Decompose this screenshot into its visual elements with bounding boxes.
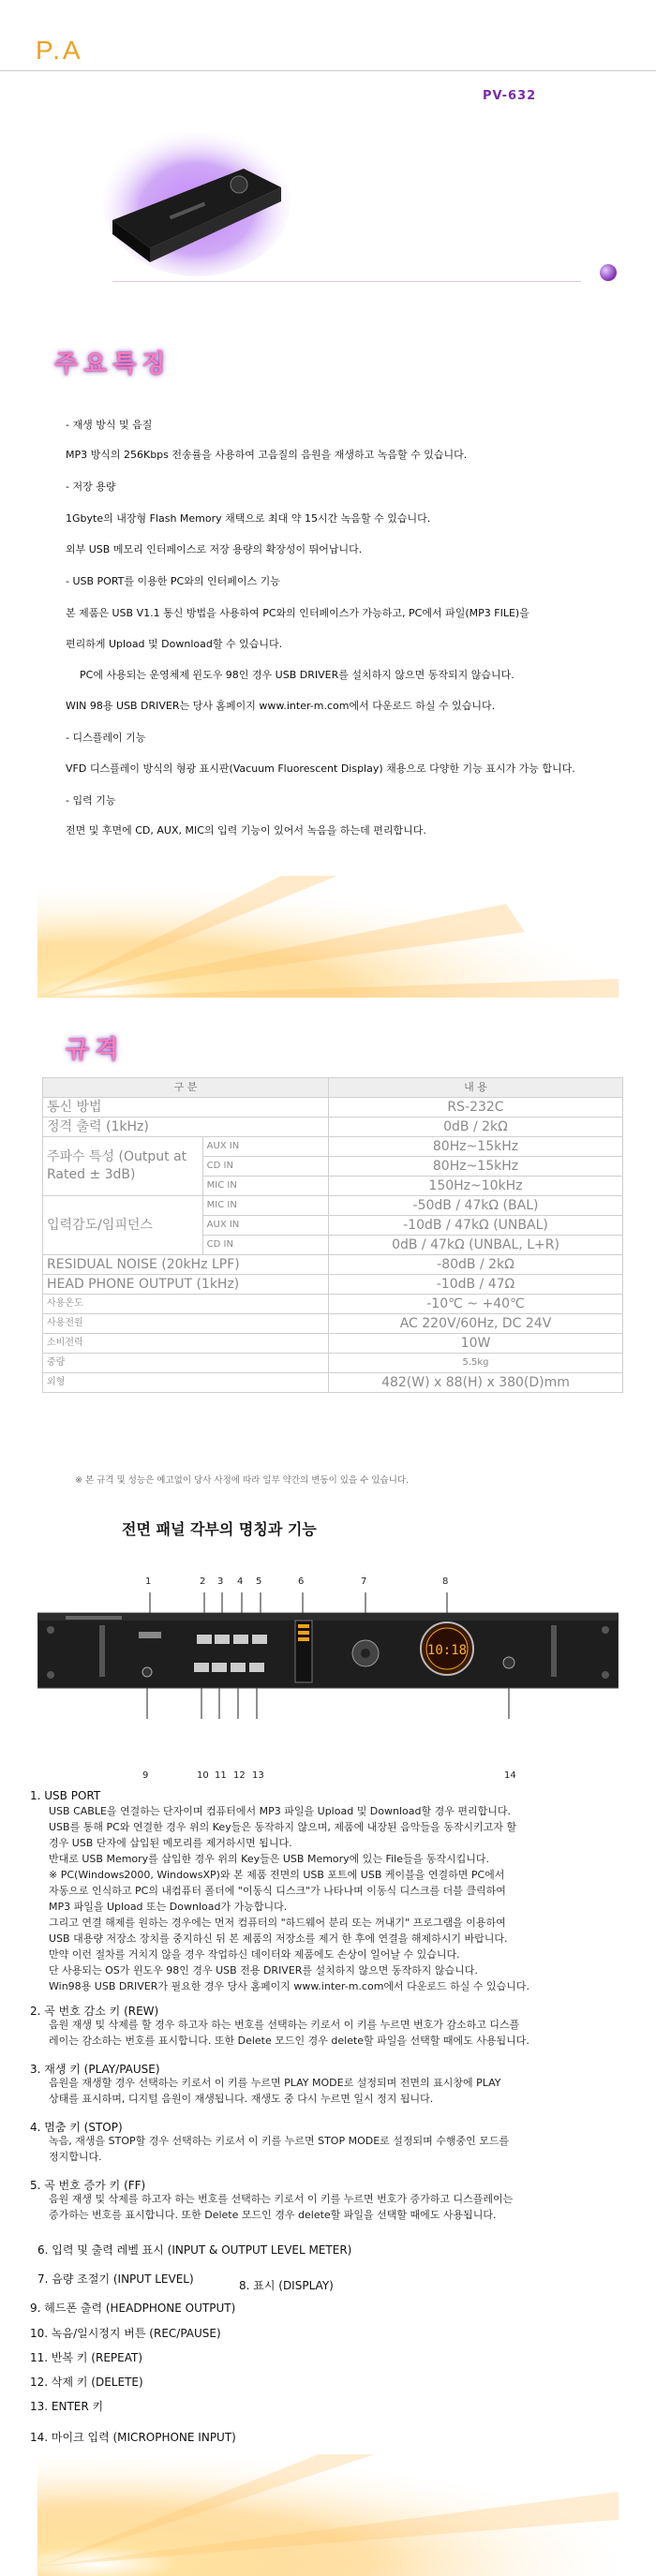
desc-body [49, 2075, 620, 2107]
desc-line: Win98용 USB DRIVER가 필요한 경우 당사 홈페이지 www.inter-m.com에서 다운로드 하실 수 있습니다. [49, 1980, 530, 1992]
features-title: 주요특징 [54, 350, 171, 378]
feature-text: 편리하게 Upload 및 Download할 수 있습니다. [66, 638, 283, 650]
panel-title: 전면 패널 각부의 명칭과 기능 [122, 1520, 317, 1538]
callout-number: 2 [200, 1577, 206, 1587]
spec-value: RS-232C [329, 1098, 623, 1118]
spec-value: -50dB / 47kΩ (BAL) [329, 1196, 623, 1216]
feature-text: WIN 98용 USB DRIVER는 당사 홈페이지 www.inter-m.com에서 다운로드 하실 수 있습니다. [66, 700, 496, 712]
sunburst-decoration [37, 876, 619, 998]
spec-value: -10dB / 47Ω [329, 1275, 623, 1295]
callout-number: 4 [237, 1577, 244, 1587]
table-row [43, 1137, 623, 1157]
desc-line: 만약 이런 절차를 거치지 않을 경우 작업하신 데이터와 제품에도 손상이 일어날 수 있습니다. [49, 1948, 460, 1961]
desc-line: 반대로 USB Memory를 삽입한 경우 위의 Key들은 USB Memory에 있는 File들을 동작시킵니다. [49, 1853, 489, 1865]
feature-text: VFD 디스플레이 방식의 형광 표시판(Vacuum Fluorescent Display) 채용으로 다양한 기능 표시가 가능 합니다. [66, 762, 575, 775]
desc-line: 레이는 감소하는 번호를 표시합니다. 또한 Delete 모드인 경우 delete할 파일을 선택할 때에도 사용됩니다. [49, 2035, 529, 2047]
callout-number: 1 [145, 1577, 152, 1587]
spec-label: 사용전원 [43, 1314, 329, 1334]
table-row [43, 1373, 623, 1393]
callout-number: 13 [252, 1770, 264, 1781]
spec-label: 외형 [43, 1373, 329, 1393]
callout-number: 9 [142, 1770, 149, 1781]
spec-value: 80Hz~15kHz [329, 1137, 623, 1157]
desc-heading: 12. 삭제 키 (DELETE) [30, 2376, 143, 2389]
spec-label: RESIDUAL NOISE (20kHz LPF) [43, 1255, 329, 1275]
spec-label: 사용온도 [43, 1295, 329, 1314]
spec-label: 중량 [43, 1354, 329, 1373]
spec-sublabel: AUX IN [202, 1216, 328, 1236]
table-row [43, 1255, 623, 1275]
column-header: 내 용 [329, 1078, 623, 1098]
callout-number: 12 [233, 1770, 246, 1781]
spec-sublabel: AUX IN [202, 1137, 328, 1157]
feature-text: PC에 사용되는 운영체제 윈도우 98인 경우 USB DRIVER를 설치하지 않으면 동작되지 않습니다. [80, 669, 514, 681]
model-name: PV-632 [483, 89, 537, 103]
desc-line: 증가하는 번호를 표시합니다. 또한 Delete 모드인 경우 delete할 파일을 선택할 때에도 사용됩니다. [49, 2209, 497, 2221]
callout-number: 14 [504, 1770, 516, 1781]
desc-line: 상태를 표시하며, 디지털 음원이 재생됩니다. 재생도 중 다시 누르면 일시 정지 됩니다. [49, 2093, 434, 2105]
feature-heading: - 재생 방식 및 음질 [66, 419, 153, 431]
spec-value: 150Hz~10kHz [329, 1177, 623, 1196]
column-header: 구 분 [43, 1078, 329, 1098]
desc-heading: 13. ENTER 키 [30, 2400, 104, 2413]
spec-value: -80dB / 2kΩ [329, 1255, 623, 1275]
desc-body [49, 2191, 620, 2223]
logo-strip [66, 1616, 122, 1620]
rack-handle [99, 1625, 105, 1677]
spec-value: -10dB / 47kΩ (UNBAL) [329, 1216, 623, 1236]
table-row [43, 1295, 623, 1314]
callout-number: 5 [256, 1577, 262, 1587]
spec-value: AC 220V/60Hz, DC 24V [329, 1314, 623, 1334]
spec-value: 0dB / 47kΩ (UNBAL, L+R) [329, 1236, 623, 1255]
callout-number: 11 [215, 1770, 227, 1781]
feature-text: 본 제품은 USB V1.1 통신 방법을 사용하여 PC와의 인터페이스가 가능하고, PC에서 파일(MP3 FILE)을 [66, 607, 529, 619]
spec-value: 0dB / 2kΩ [329, 1118, 623, 1137]
desc-heading: 6. 입력 및 출력 레벨 표시 (INPUT & OUTPUT LEVEL METER) [37, 2243, 352, 2257]
spec-sublabel: CD IN [202, 1236, 328, 1255]
desc-heading: 8. 표시 (DISPLAY) [239, 2279, 334, 2292]
desc-body [49, 2133, 620, 2165]
desc-line: 음원 재생 및 삭제를 하고자 하는 번호를 선택하는 키로서 이 키를 누르면 번호가 증가하고 디스플레이는 [49, 2193, 514, 2205]
desc-line: 단 사용되는 OS가 윈도우 98인 경우 USB 전용 DRIVER를 설치하지 않으면 동작하지 않습니다. [49, 1964, 478, 1976]
desc-line: 자동으로 인식하고 PC의 내컴퓨터 폴더에 "이동식 디스크"가 나타나며 이동식 디스크를 더블 클릭하여 [49, 1885, 506, 1897]
spec-note: ※ 본 규격 및 성능은 예고없이 당사 사정에 따라 일부 약간의 변동이 있을 수 있습니다. [75, 1475, 410, 1486]
spec-table [42, 1077, 623, 1393]
spec-value: 5.5kg [329, 1354, 623, 1373]
decorative-dot [600, 264, 617, 281]
feature-text: 외부 USB 메모리 인터페이스로 저장 용량의 확장성이 뛰어납니다. [66, 543, 363, 555]
spec-label: HEAD PHONE OUTPUT (1kHz) [43, 1275, 329, 1295]
desc-line: 음원 재생 및 삭제를 할 경우 하고자 하는 번호를 선택하는 키로서 이 키를 누르면 번호가 감소하고 디스플 [49, 2019, 520, 2031]
desc-heading: 4. 멈춤 키 (STOP) [30, 2121, 123, 2134]
table-row [43, 1354, 623, 1373]
desc-heading: 7. 음량 조절기 (INPUT LEVEL) [37, 2273, 194, 2286]
front-panel-diagram [37, 1592, 619, 1719]
feature-heading: - USB PORT를 이용한 PC와의 인터페이스 기능 [66, 575, 280, 587]
desc-body [49, 1803, 620, 1994]
feature-text: 전면 및 후면에 CD, AUX, MIC의 입력 기능이 있어서 녹음을 하는데 편리합니다. [66, 824, 426, 836]
feature-text: 1Gbyte의 내장형 Flash Memory 채택으로 최대 약 15시간 녹음할 수 있습니다. [66, 512, 431, 525]
desc-line: 경우 USB 단자에 삽입된 메모리를 제거하시면 됩니다. [49, 1837, 292, 1849]
feature-heading: - 저장 용량 [66, 481, 116, 493]
desc-heading: 5. 곡 번호 증가 키 (FF) [30, 2179, 146, 2192]
callout-number: 10 [197, 1770, 209, 1781]
mic-input [503, 1657, 514, 1668]
table-row [43, 1275, 623, 1295]
display-readout: 10:18 [426, 1643, 468, 1658]
desc-heading: 3. 재생 키 (PLAY/PAUSE) [30, 2063, 160, 2076]
spec-value: 10W [329, 1334, 623, 1354]
desc-line: USB CABLE을 연결하는 단자이며 컴퓨터에서 MP3 파일을 Upload 및 Download할 경우 편리합니다. [49, 1805, 511, 1817]
header-divider [0, 70, 656, 71]
table-row [43, 1314, 623, 1334]
desc-heading: 10. 녹음/일시정지 버튼 (REC/PAUSE) [30, 2327, 221, 2340]
headphone-jack [142, 1667, 152, 1677]
table-header-row [43, 1078, 623, 1098]
desc-body [49, 2017, 620, 2049]
desc-heading: 14. 마이크 입력 (MICROPHONE INPUT) [30, 2431, 236, 2444]
desc-heading: 1. USB PORT [30, 1789, 101, 1802]
desc-line: 녹음, 재생을 STOP할 경우 선택하는 키로서 이 키를 누르면 STOP MODE로 설정되며 수행중인 모드를 [49, 2135, 510, 2147]
feature-heading: - 입력 기능 [66, 794, 116, 807]
desc-line: USB를 통해 PC와 연결한 경우 위의 Key들은 동작하지 않으며, 제품에 내장된 음악들을 동작시키고자 할 [49, 1821, 516, 1833]
desc-heading: 9. 헤드폰 출력 (HEADPHONE OUTPUT) [30, 2302, 236, 2315]
callout-number: 6 [298, 1577, 305, 1587]
table-row [43, 1334, 623, 1354]
spec-value: 482(W) x 88(H) x 380(D)mm [329, 1373, 623, 1393]
usb-port [139, 1632, 161, 1638]
desc-line: 정지합니다. [49, 2151, 102, 2163]
table-row [43, 1118, 623, 1137]
desc-line: 그리고 연결 해제를 원하는 경우에는 먼저 컴퓨터의 "하드웨어 분리 또는 꺼내기" 프로그램을 이용하여 [49, 1917, 506, 1929]
spec-value: 80Hz~15kHz [329, 1157, 623, 1177]
feature-heading: - 디스플레이 기능 [66, 732, 146, 744]
header-divider-2 [112, 281, 581, 282]
callout-number: 7 [361, 1577, 367, 1587]
spec-label: 주파수 특성 (Output at Rated ± 3dB) [43, 1137, 203, 1196]
spec-sublabel: CD IN [202, 1157, 328, 1177]
level-meter [295, 1621, 312, 1682]
desc-line: ※ PC(Windows2000, WindowsXP)와 본 제품 전면의 USB 포트에 USB 케이블을 연결하면 PC에서 [49, 1869, 505, 1881]
feature-text: MP3 방식의 256Kbps 전송률을 사용하여 고음질의 음원을 재생하고 녹음할 수 있습니다. [66, 449, 468, 461]
desc-heading: 2. 곡 번호 감소 키 (REW) [30, 2005, 159, 2018]
table-row [43, 1098, 623, 1118]
spec-title: 규격 [66, 1036, 125, 1064]
spec-label: 통신 방법 [43, 1098, 329, 1118]
table-row [43, 1196, 623, 1216]
spec-label: 소비전력 [43, 1334, 329, 1354]
desc-line: 음원을 재생할 경우 선택하는 키로서 이 키를 누르면 PLAY MODE로 설정되며 전면의 표시창에 PLAY [49, 2077, 501, 2089]
callout-number: 8 [442, 1577, 449, 1587]
desc-line: USB 대용량 저장소 장치를 중지하신 뒤 본 제품의 저장소를 제거 한 후에 연결을 해제하시기 바랍니다. [49, 1932, 508, 1945]
spec-label: 정격 출력 (1kHz) [43, 1118, 329, 1137]
spec-value: -10℃ ~ +40℃ [329, 1295, 623, 1314]
sunburst-decoration [37, 2454, 619, 2576]
desc-heading: 11. 반복 키 (REPEAT) [30, 2351, 143, 2364]
product-photo [103, 98, 291, 286]
spec-sublabel: MIC IN [202, 1177, 328, 1196]
callout-number: 3 [217, 1577, 224, 1587]
desc-line: MP3 파일을 Upload 또는 Download가 가능합니다. [49, 1901, 288, 1913]
spec-label: 입력감도/임피던스 [43, 1196, 203, 1255]
rack-handle [551, 1625, 557, 1677]
brand-title: P.A [36, 36, 83, 65]
spec-sublabel: MIC IN [202, 1196, 328, 1216]
